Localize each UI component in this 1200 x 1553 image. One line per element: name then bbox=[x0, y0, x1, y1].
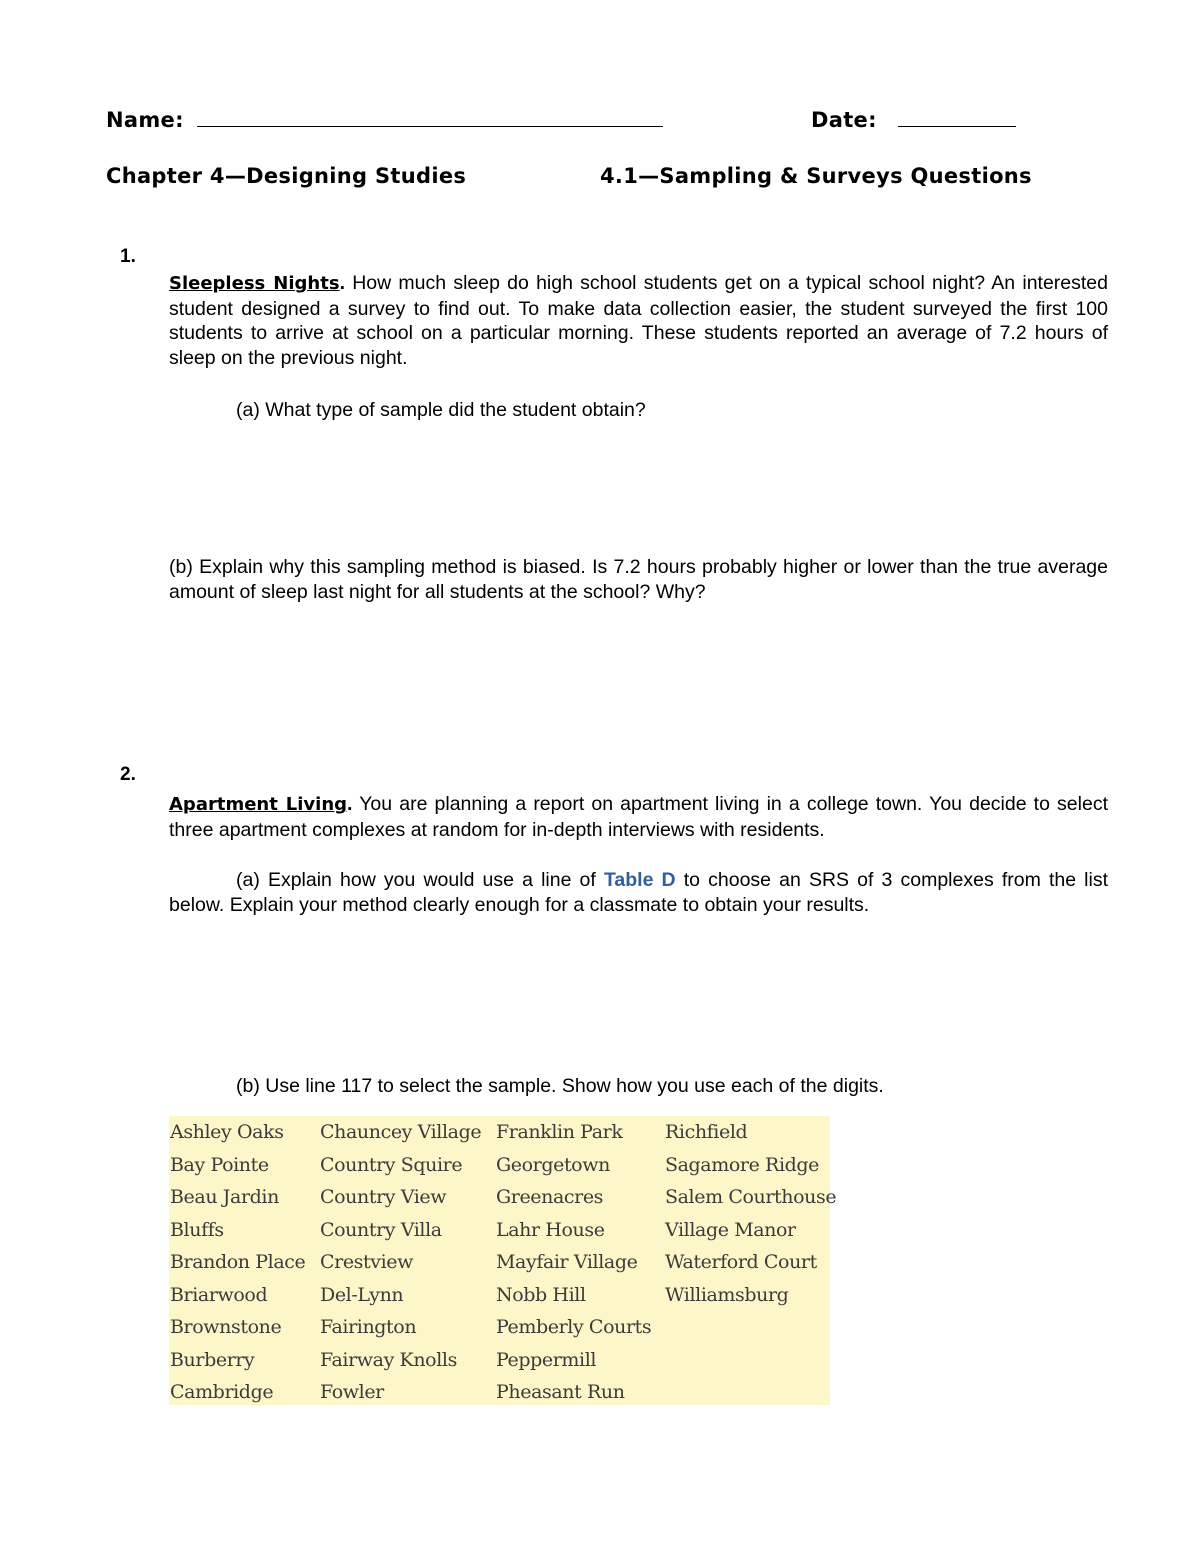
table-cell: Bluffs bbox=[170, 1218, 224, 1241]
table-cell: Salem Courthouse bbox=[665, 1186, 837, 1208]
name-line bbox=[106, 106, 663, 132]
question-2-body: You are planning a report on apartment living in a college town. You decide to select three apartment complexes at random for in-depth interviews with residents. bbox=[169, 793, 1108, 841]
table-cell: Brandon Place bbox=[170, 1251, 306, 1273]
question-2-part-a bbox=[169, 868, 1108, 917]
table-cell: Williamsburg bbox=[665, 1283, 789, 1306]
question-1-number: 1. bbox=[120, 246, 136, 267]
table-cell: Country Villa bbox=[320, 1218, 442, 1241]
table-column-3 bbox=[496, 1116, 651, 1409]
table-cell: Crestview bbox=[320, 1251, 413, 1273]
table-cell: Del-Lynn bbox=[320, 1283, 404, 1306]
question-1-body: How much sleep do high school students get on a typical school night? An interested student designed a survey to find out. To make data collection easier, the student surveyed the first 100 students to arrive at school on a particular morning. These students reported an average of 7.2 hours of sleep on the previous night. bbox=[169, 272, 1108, 369]
table-cell: Beau Jardin bbox=[170, 1186, 279, 1208]
table-cell: Fowler bbox=[320, 1381, 384, 1403]
table-column-4 bbox=[665, 1116, 836, 1311]
table-cell: Ashley Oaks bbox=[170, 1121, 284, 1143]
table-cell: Bay Pointe bbox=[170, 1153, 269, 1176]
table-cell: Cambridge bbox=[170, 1381, 274, 1403]
question-1-text: Sleepless Nights. How much sleep do high school students get on a typical school night? An interested student designed a survey to find out. To make data collection easier, the student surveyed the first 100 students to arrive at school on a particular morning. These students reported an average of 7.2 hours of sleep on the previous night. bbox=[169, 272, 1108, 369]
table-cell: Nobb Hill bbox=[496, 1283, 586, 1306]
table-cell: Lahr House bbox=[496, 1218, 605, 1241]
chapter-title: Chapter 4—Designing Studies bbox=[106, 164, 467, 188]
table-cell: Mayfair Village bbox=[496, 1251, 638, 1273]
table-cell: Franklin Park bbox=[496, 1121, 623, 1143]
part-a-prefix: (a) Explain how you would use a line of bbox=[236, 869, 596, 891]
table-cell: Pemberly Courts bbox=[496, 1316, 652, 1338]
table-cell: Briarwood bbox=[170, 1283, 268, 1306]
table-cell: Pheasant Run bbox=[496, 1381, 625, 1403]
table-cell: Village Manor bbox=[665, 1218, 796, 1241]
table-cell: Fairway Knolls bbox=[320, 1348, 457, 1371]
table-column-2 bbox=[320, 1116, 481, 1409]
question-1-title: Sleepless Nights bbox=[169, 273, 340, 294]
table-cell: Peppermill bbox=[496, 1348, 597, 1371]
table-cell: Richfield bbox=[665, 1121, 748, 1143]
name-label: Name: bbox=[106, 108, 184, 132]
table-cell: Country View bbox=[320, 1186, 447, 1208]
table-cell: Georgetown bbox=[496, 1153, 610, 1176]
date-field[interactable] bbox=[898, 106, 1016, 127]
question-2-title: Apartment Living bbox=[169, 794, 348, 815]
question-1-part-b: (b) Explain why this sampling method is biased. Is 7.2 hours probably higher or lower than the true average amount of sleep last night for all students at the school? Why? bbox=[169, 556, 1108, 603]
section-title: 4.1—Sampling & Surveys Questions bbox=[600, 164, 1032, 188]
table-cell: Burberry bbox=[170, 1348, 255, 1371]
question-2-text: Apartment Living. You are planning a report on apartment living in a college town. You decide to select three apartment complexes at random for in-depth interviews with residents. bbox=[169, 793, 1108, 841]
apartment-complex-table bbox=[169, 1116, 837, 1405]
table-cell: Fairington bbox=[320, 1316, 417, 1338]
table-cell: Country Squire bbox=[320, 1153, 463, 1176]
table-column-1 bbox=[170, 1116, 305, 1409]
name-field[interactable] bbox=[197, 106, 663, 127]
question-1-part-a: (a) What type of sample did the student obtain? bbox=[236, 399, 646, 421]
question-2-part-b: (b) Use line 117 to select the sample. Show how you use each of the digits. bbox=[236, 1075, 884, 1097]
table-cell: Sagamore Ridge bbox=[665, 1153, 820, 1176]
question-2-number: 2. bbox=[120, 764, 136, 785]
part-a-suffix: to choose an SRS of 3 complexes from the list below. Explain your method clearly enough for a classmate to obtain your results. bbox=[169, 869, 1108, 916]
date-label: Date: bbox=[811, 108, 877, 132]
table-cell: Brownstone bbox=[170, 1316, 282, 1338]
table-cell: Waterford Court bbox=[665, 1251, 817, 1273]
table-cell: Chauncey Village bbox=[320, 1121, 482, 1143]
table-cell: Greenacres bbox=[496, 1186, 604, 1208]
date-line bbox=[811, 106, 1016, 132]
table-d-link[interactable]: Table D bbox=[603, 869, 676, 891]
